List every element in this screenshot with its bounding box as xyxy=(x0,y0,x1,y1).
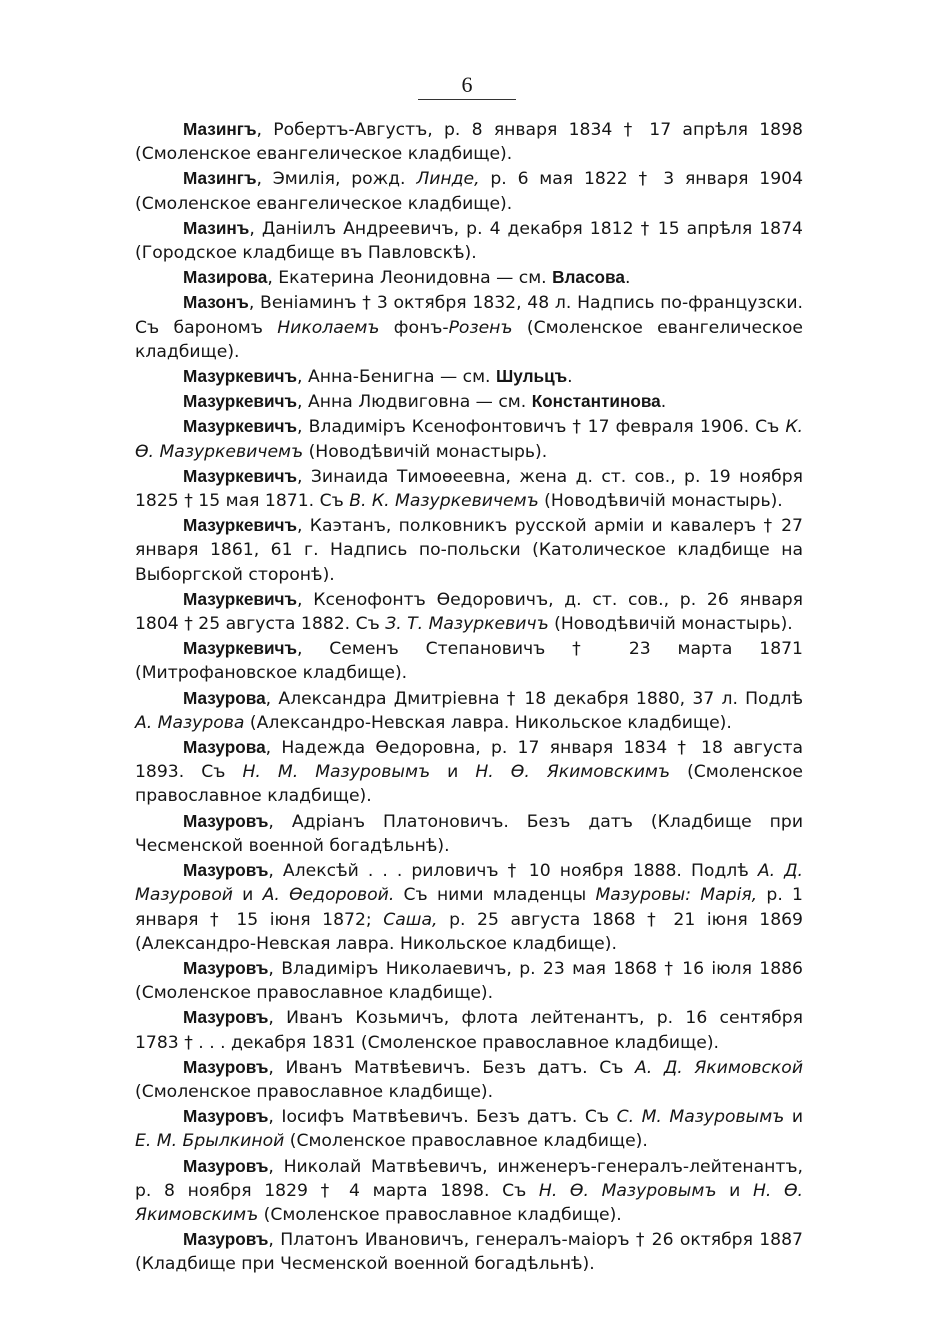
italic-name: Николаемъ xyxy=(277,317,380,338)
entry-surname: Мазурова xyxy=(183,687,266,708)
entry-text: , Ксенофонтъ Ѳедоровичъ, д. ст. сов., р. 26 января 1804 † 25 августа 1882. Съ xyxy=(135,589,803,635)
entry-surname: Мазингъ xyxy=(183,119,257,139)
italic-name: Н. Ѳ. Якимовскимъ xyxy=(135,1180,804,1225)
list-item xyxy=(135,513,803,587)
entry-surname: Мазуровъ xyxy=(183,810,269,831)
italic-name: А. Мазурова xyxy=(135,712,245,733)
list-item xyxy=(135,364,803,389)
entry-surname: Мазуровъ xyxy=(183,1229,269,1250)
entry-text: , Платонъ Ивановичъ, генералъ-маіоръ † 26 октября 1887 (Кладбище при Чесменской военной богадѣльнѣ). xyxy=(135,1230,803,1275)
list-item xyxy=(135,389,803,414)
entry-surname: Мазуркевичъ xyxy=(183,366,298,387)
entry-text: , Надежда Ѳедоровна, р. 17 января 1834 † 18 августа 1893. Съ xyxy=(135,738,803,783)
entry-text: и xyxy=(232,885,263,906)
entry-text: р. 25 августа 1868 † 21 іюня 1869 (Александро-Невская лавра. Никольское кладбище). xyxy=(135,909,803,954)
list-item xyxy=(135,464,803,513)
list-item xyxy=(135,1104,803,1153)
list-item xyxy=(135,1154,803,1228)
entry-text: (Новодѣвичій монастырь). xyxy=(548,614,793,635)
list-item xyxy=(135,1005,803,1054)
cross-reference: Шульцъ xyxy=(495,366,568,387)
italic-name: А. Ѳедоровой. xyxy=(262,885,395,906)
list-item xyxy=(135,216,803,265)
cross-reference: Власова xyxy=(552,267,625,288)
italic-name: Н. Ѳ. Якимовскимъ xyxy=(475,762,671,783)
entry-text: . xyxy=(624,268,631,289)
entry-surname: Мазурова xyxy=(183,737,266,758)
italic-name: С. М. Мазуровымъ xyxy=(616,1107,785,1128)
entry-text: , Анна Людвиговна — см. xyxy=(297,392,532,413)
entry-surname: Мазуровъ xyxy=(183,1007,269,1028)
entry-text: , Веніаминъ † 3 октября 1832, 48 л. Надпись по-французски. Съ барономъ xyxy=(135,293,803,338)
entry-surname: Мазинъ xyxy=(183,217,250,238)
entry-text: , Владиміръ Ксенофонтовичъ † 17 февраля 1906. Съ xyxy=(297,417,786,438)
italic-name: А. Д. Мазуровой xyxy=(135,861,803,906)
entry-text: и xyxy=(716,1180,753,1201)
entry-surname: Мазуровъ xyxy=(183,1106,269,1127)
list-item xyxy=(135,587,803,636)
list-item xyxy=(135,636,803,685)
cross-reference: Константинова xyxy=(531,391,661,412)
list-item xyxy=(135,117,803,166)
entry-text: и xyxy=(430,762,476,783)
entry-text: (Новодѣвичій монастырь). xyxy=(538,491,783,512)
list-item xyxy=(135,735,803,809)
entry-surname: Мазирова xyxy=(183,267,268,288)
entry-text: (Смоленское евангелическое кладбище). xyxy=(135,317,803,362)
entry-surname: Мазуркевичъ xyxy=(183,638,298,659)
italic-name: Н. М. Мазуровымъ xyxy=(242,762,431,783)
list-item xyxy=(135,265,803,290)
italic-name: Розенъ xyxy=(448,317,513,338)
entry-text: . xyxy=(567,367,573,388)
list-item xyxy=(135,1055,803,1104)
entry-text: , Каэтанъ, полковникъ русской арміи и кавалеръ † 27 января 1861, 61 г. Надпись по-польски (Католическое кладбище на Выборгской сторонѣ). xyxy=(135,516,803,585)
italic-name: В. К. Мазуркевичемъ xyxy=(349,491,539,512)
entry-text: , Иванъ Козьмичъ, флота лейтенантъ, р. 16 сентября 1783 † . . . декабря 1831 (Смоленское православное кладбище). xyxy=(135,1008,803,1053)
entry-text: (Смоленское православное кладбище). xyxy=(135,1081,494,1102)
entry-text: (Смоленское православное кладбище). xyxy=(284,1131,648,1152)
entry-text: (Смоленское православное кладбище). xyxy=(135,762,803,807)
entry-text: , Александра Дмитріевна † 18 декабря 1880, 37 л. Подлѣ xyxy=(265,688,803,709)
italic-name: К. Ѳ. Мазуркевичемъ xyxy=(135,417,803,462)
entry-surname: Мазуровъ xyxy=(183,1056,269,1077)
entry-surname: Мазуркевичъ xyxy=(183,515,298,536)
page-number-rule xyxy=(418,99,516,100)
entry-text: , Іосифъ Матвѣевичъ. Безъ датъ. Съ xyxy=(268,1107,617,1128)
entry-text: . xyxy=(660,392,667,413)
italic-name: Саша, xyxy=(383,909,438,930)
entry-surname: Мазуровъ xyxy=(183,957,269,978)
entry-surname: Мазуркевичъ xyxy=(183,588,298,609)
entry-text: и xyxy=(784,1107,804,1128)
entry-surname: Мазингъ xyxy=(183,168,257,189)
entry-text: , Семенъ Степановичъ † 23 марта 1871 (Митрофановское кладбище). xyxy=(135,639,803,684)
list-item xyxy=(135,1227,803,1276)
entries-list xyxy=(135,117,803,1277)
list-item xyxy=(135,686,803,735)
entry-text: р. 1 января † 15 іюня 1872; xyxy=(135,885,803,930)
italic-name: Е. М. Брылкиной xyxy=(135,1131,285,1152)
entry-surname: Мазуркевичъ xyxy=(183,416,298,437)
page-number: 6 xyxy=(461,72,473,97)
italic-name: Н. Ѳ. Мазуровымъ xyxy=(538,1180,717,1201)
entry-text: фонъ- xyxy=(379,317,449,338)
entry-text: , Зинаида Тимоѳеевна, жена д. ст. сов., р. 19 ноября 1825 † 15 мая 1871. Съ xyxy=(135,466,803,512)
italic-name: З. Т. Мазуркевичъ xyxy=(385,614,549,635)
entry-text: , Анна-Бенигна — см. xyxy=(297,367,496,388)
entry-text: , Робертъ-Августъ, р. 8 января 1834 † 17 апрѣля 1898 (Смоленское евангелическое кладбище). xyxy=(135,120,803,165)
entry-text: , Адріанъ Платоновичъ. Безъ датъ (Кладбище при Чесменской военной богадѣльнѣ). xyxy=(135,811,803,856)
entry-text: Съ ними младенцы xyxy=(394,885,596,906)
entry-text: , Алексѣй . . . риловичъ † 10 ноября 1888. Подлѣ xyxy=(268,861,758,882)
list-item xyxy=(135,290,803,364)
entry-surname: Мазонъ xyxy=(183,292,249,313)
list-item xyxy=(135,809,803,858)
entry-surname: Мазуровъ xyxy=(183,860,269,881)
entry-text: р. 6 мая 1822 † 3 января 1904 (Смоленское евангелическое кладбище). xyxy=(135,169,804,214)
entry-text: (Новодѣвичій монастырь). xyxy=(303,441,548,462)
list-item xyxy=(135,956,803,1005)
entry-text: , Даніилъ Андреевичъ, р. 4 декабря 1812 † 15 апрѣля 1874 (Городское кладбище въ Павловскѣ). xyxy=(135,218,803,264)
entry-surname: Мазуркевичъ xyxy=(183,391,298,412)
italic-name: Мазуровы: Марія, xyxy=(595,885,758,906)
entry-surname: Мазуркевичъ xyxy=(183,465,298,486)
italic-name: Линде, xyxy=(416,169,480,190)
entry-text: (Смоленское православное кладбище). xyxy=(258,1204,622,1225)
entry-text: , Екатерина Леонидовна — см. xyxy=(267,268,553,289)
entry-text: (Александро-Невская лавра. Никольское кладбище). xyxy=(244,712,732,733)
entry-text: , Владиміръ Николаевичъ, р. 23 мая 1868 † 16 іюля 1886 (Смоленское православное кладбище). xyxy=(135,958,803,1004)
list-item xyxy=(135,166,803,215)
entry-surname: Мазуровъ xyxy=(183,1155,269,1176)
italic-name: А. Д. Якимовской xyxy=(635,1057,803,1078)
entry-text: , Николай Матвѣевичъ, инженеръ-генералъ-лейтенантъ, р. 8 ноября 1829 † 4 марта 1898. Съ xyxy=(135,1156,803,1201)
list-item xyxy=(135,414,803,463)
list-item xyxy=(135,858,803,956)
entry-text: , Эмилія, рожд. xyxy=(256,169,417,190)
entry-text: , Иванъ Матвѣевичъ. Безъ датъ. Съ xyxy=(268,1057,636,1078)
